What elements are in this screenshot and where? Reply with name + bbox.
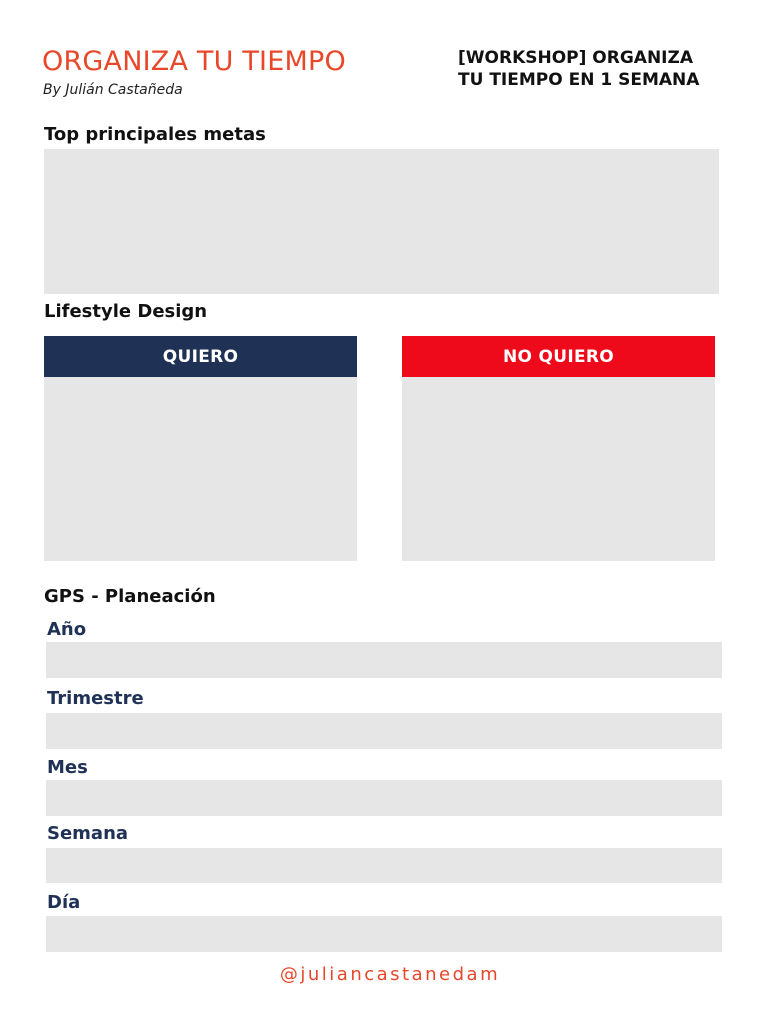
social-handle: @juliancastanedam (279, 964, 501, 985)
lifestyle-heading: Lifestyle Design (44, 301, 208, 322)
goals-heading: Top principales metas (44, 124, 266, 145)
gps-field-month[interactable] (46, 780, 722, 816)
gps-field-day[interactable] (46, 916, 722, 952)
gps-label-year: Año (47, 619, 87, 640)
goals-box[interactable] (44, 149, 719, 294)
gps-label-quarter: Trimestre (47, 688, 144, 709)
workshop-title-line-1: [WORKSHOP] ORGANIZA (458, 48, 693, 68)
want-column (44, 336, 357, 561)
not-want-box[interactable] (402, 377, 715, 561)
gps-field-year[interactable] (46, 642, 722, 678)
workshop-title (458, 47, 728, 91)
want-header: QUIERO (44, 336, 357, 377)
gps-field-week[interactable] (46, 848, 722, 883)
not-want-header: NO QUIERO (402, 336, 715, 377)
gps-label-week: Semana (47, 823, 129, 844)
gps-label-day: Día (47, 892, 81, 913)
page-title: ORGANIZA TU TIEMPO (42, 46, 346, 77)
gps-heading: GPS - Planeación (44, 586, 216, 607)
not-want-column (402, 336, 715, 561)
gps-label-month: Mes (47, 757, 88, 778)
want-box[interactable] (44, 377, 357, 561)
author-byline: By Julián Castañeda (43, 82, 183, 98)
workshop-title-line-2: TU TIEMPO EN 1 SEMANA (458, 70, 700, 90)
gps-field-quarter[interactable] (46, 713, 722, 749)
